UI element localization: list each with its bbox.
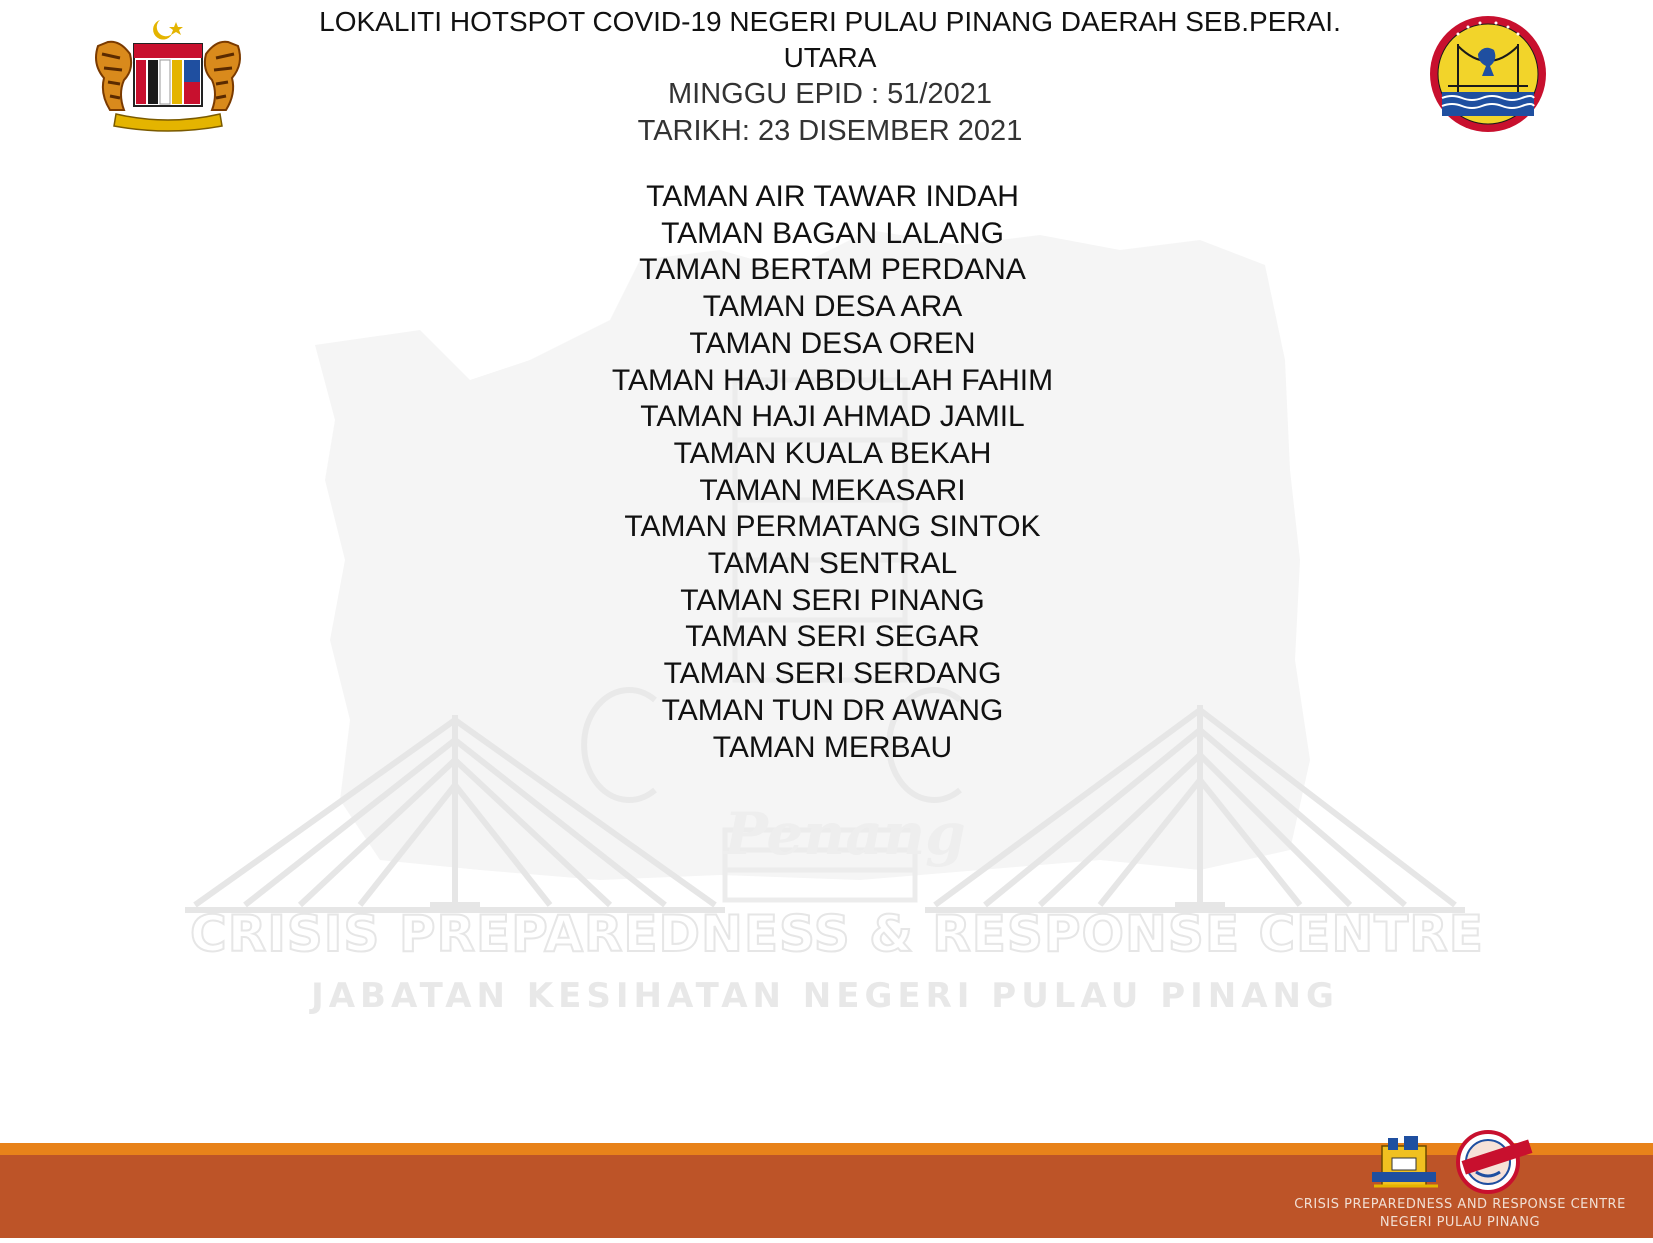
- epid-week-label: MINGGU EPID : 51/2021: [668, 78, 992, 110]
- penang-state-seal-icon: [1428, 14, 1548, 134]
- list-item: TAMAN SERI SERDANG: [663, 657, 1002, 691]
- footer-line1: CRISIS PREPAREDNESS AND RESPONSE CENTRE: [1294, 1197, 1626, 1212]
- list-item: TAMAN MERBAU: [712, 730, 953, 764]
- page-title-line2: UTARA: [783, 42, 877, 73]
- list-item: TAMAN KUALA BEKAH: [673, 436, 992, 470]
- list-item: TAMAN HAJI ABDULLAH FAHIM: [611, 363, 1054, 397]
- list-item: TAMAN MEKASARI: [699, 473, 966, 507]
- malaysia-coat-of-arms-icon: [90, 14, 246, 134]
- watermark-line2: JABATAN KESIHATAN NEGERI PULAU PINANG: [311, 976, 1339, 1016]
- list-item: TAMAN SENTRAL: [707, 547, 958, 581]
- page-title-line1: LOKALITI HOTSPOT COVID-19 NEGERI PULAU PINANG DAERAH SEB.PERAI.: [319, 6, 1341, 37]
- list-item: TAMAN BAGAN LALANG: [661, 216, 1004, 250]
- footer-organization: [1270, 1196, 1650, 1232]
- list-item: TAMAN PERMATANG SINTOK: [624, 510, 1041, 544]
- list-item: TAMAN DESA OREN: [689, 326, 976, 360]
- cprc-and-penang-lawan-covid-logo-icon: [1368, 1128, 1548, 1200]
- list-item: TAMAN DESA ARA: [702, 290, 963, 324]
- list-item: TAMAN SERI PINANG: [680, 583, 985, 617]
- hotspot-list: [500, 179, 1165, 766]
- header: [280, 4, 1380, 150]
- list-item: TAMAN TUN DR AWANG: [661, 693, 1004, 727]
- list-item: TAMAN BERTAM PERDANA: [639, 253, 1026, 287]
- watermark-line1: CRISIS PREPAREDNESS & RESPONSE CENTRE: [190, 905, 1484, 963]
- watermark-script-text: Penang: [724, 800, 966, 868]
- list-item: TAMAN AIR TAWAR INDAH: [646, 180, 1019, 213]
- report-date-label: TARIKH: 23 DISEMBER 2021: [637, 115, 1023, 147]
- list-item: TAMAN HAJI AHMAD JAMIL: [640, 400, 1025, 434]
- footer-line2: NEGERI PULAU PINANG: [1379, 1215, 1541, 1230]
- list-item: TAMAN SERI SEGAR: [685, 620, 980, 654]
